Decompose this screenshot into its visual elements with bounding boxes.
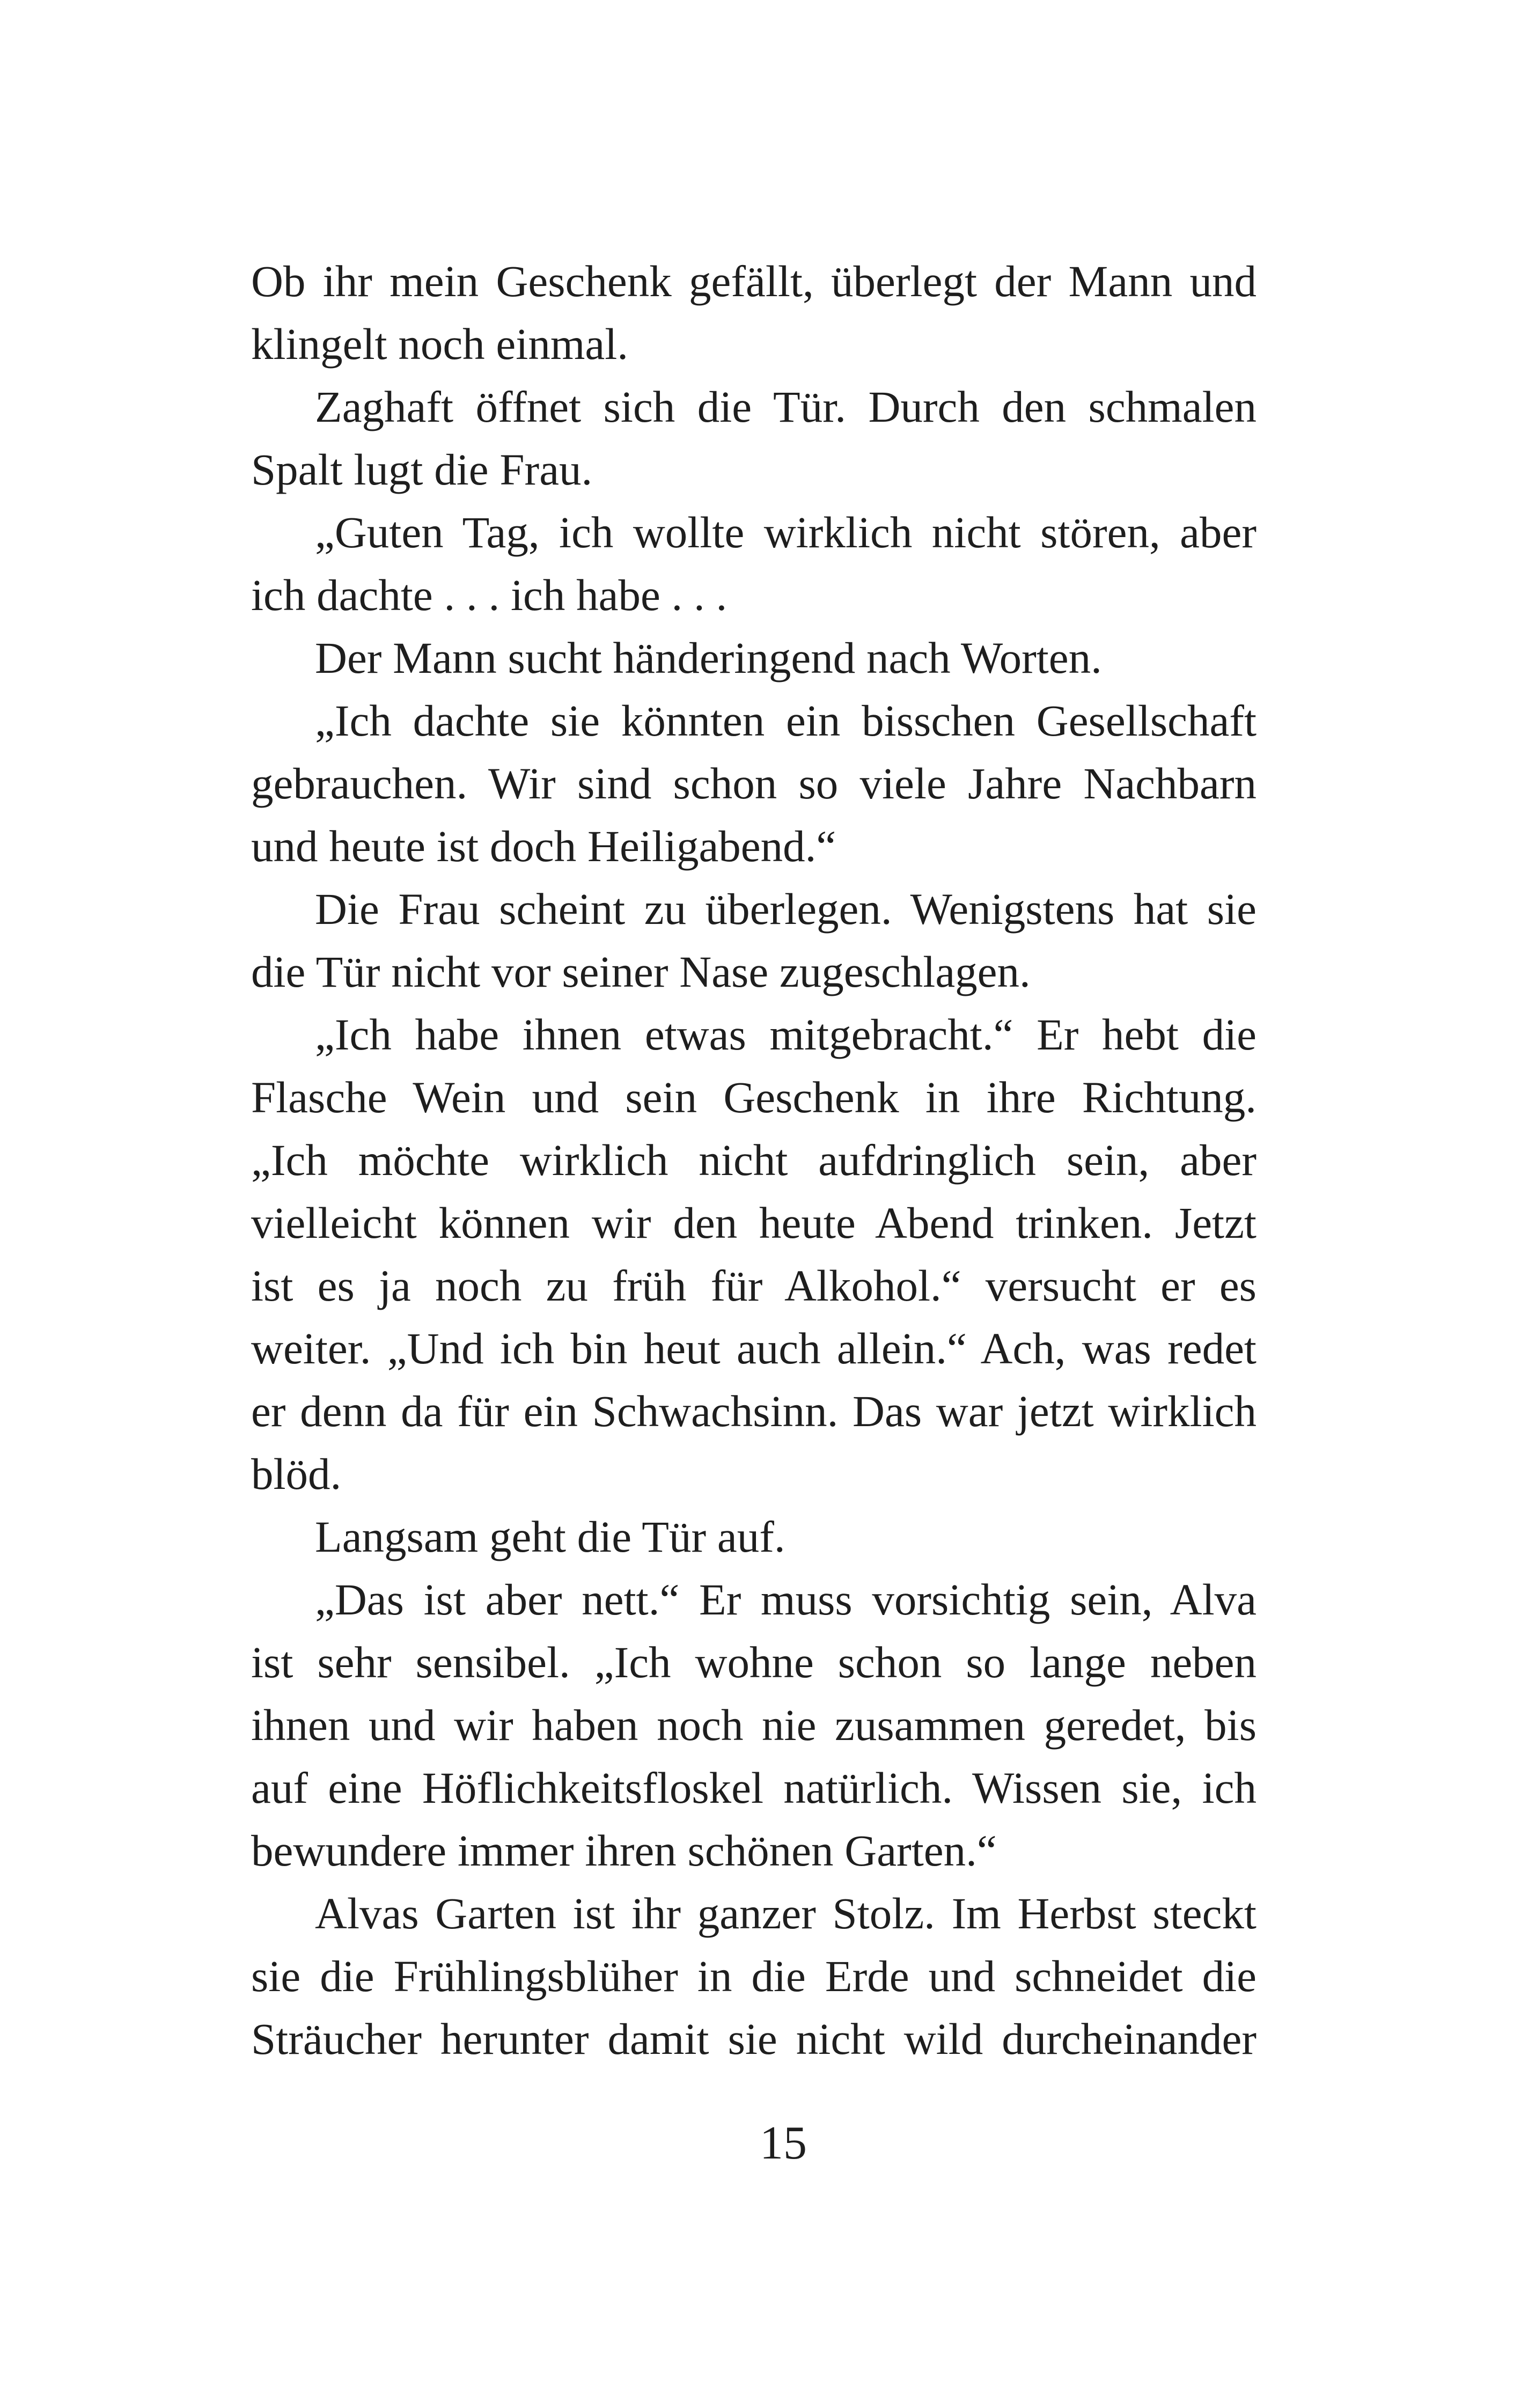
text-line: ist sehr sensibel. „Ich wohne schon so lange neben bbox=[251, 1638, 1257, 1687]
text-line: die Tür nicht vor seiner Nase zugeschlagen. bbox=[251, 947, 1031, 996]
text-line: gebrauchen. Wir sind schon so viele Jahre Nachbarn bbox=[251, 759, 1257, 808]
text-line: Der Mann sucht händeringend nach Worten. bbox=[315, 633, 1102, 682]
text-line: sie die Frühlingsblüher in die Erde und schneidet die bbox=[251, 1951, 1257, 2001]
text-line: er denn da für ein Schwachsinn. Das war jetzt wirklich bbox=[251, 1386, 1257, 1436]
text-line: „Ich dachte sie könnten ein bisschen Gesellschaft bbox=[315, 696, 1257, 745]
text-line: „Guten Tag, ich wollte wirklich nicht stören, aber bbox=[315, 508, 1257, 557]
text-column bbox=[251, 250, 1257, 2071]
paragraph bbox=[251, 501, 1257, 627]
text-line: Flasche Wein und sein Geschenk in ihre Richtung. bbox=[251, 1073, 1257, 1122]
paragraph bbox=[251, 878, 1257, 1003]
text-line: klingelt noch einmal. bbox=[251, 319, 629, 369]
paragraph bbox=[251, 627, 1257, 689]
paragraph bbox=[251, 250, 1257, 376]
text-line: auf eine Höflichkeitsfloskel natürlich. Wissen sie, ich bbox=[251, 1763, 1257, 1812]
text-line: Langsam geht die Tür auf. bbox=[315, 1512, 785, 1561]
text-line: Zaghaft öffnet sich die Tür. Durch den schmalen bbox=[315, 382, 1257, 431]
text-line: blöd. bbox=[251, 1449, 342, 1499]
text-line: Alvas Garten ist ihr ganzer Stolz. Im Herbst steckt bbox=[315, 1889, 1257, 1938]
text-line: Sträucher herunter damit sie nicht wild durcheinander bbox=[251, 2014, 1257, 2064]
text-line: bewundere immer ihren schönen Garten.“ bbox=[251, 1826, 997, 1875]
text-line: Die Frau scheint zu überlegen. Wenigstens hat sie bbox=[315, 884, 1257, 934]
paragraph bbox=[251, 1882, 1257, 2071]
text-line: ihnen und wir haben noch nie zusammen geredet, bis bbox=[251, 1700, 1257, 1750]
paragraph bbox=[251, 376, 1257, 501]
text-line: weiter. „Und ich bin heut auch allein.“ Ach, was redet bbox=[251, 1324, 1257, 1373]
text-line: „Das ist aber nett.“ Er muss vorsichtig sein, Alva bbox=[315, 1575, 1257, 1624]
paragraph bbox=[251, 1506, 1257, 1568]
text-line: ich dachte . . . ich habe . . . bbox=[251, 570, 728, 620]
paragraph bbox=[251, 1568, 1257, 1882]
text-line: ist es ja noch zu früh für Alkohol.“ versucht er es bbox=[251, 1261, 1257, 1310]
text-line: und heute ist doch Heiligabend.“ bbox=[251, 821, 836, 871]
text-line: Spalt lugt die Frau. bbox=[251, 445, 593, 494]
paragraph bbox=[251, 689, 1257, 878]
text-line: Ob ihr mein Geschenk gefällt, überlegt der Mann und bbox=[251, 256, 1257, 306]
text-line: vielleicht können wir den heute Abend trinken. Jetzt bbox=[251, 1198, 1257, 1247]
text-line: „Ich habe ihnen etwas mitgebracht.“ Er hebt die bbox=[315, 1010, 1257, 1059]
text-line: „Ich möchte wirklich nicht aufdringlich sein, aber bbox=[251, 1135, 1257, 1185]
paragraph bbox=[251, 1003, 1257, 1506]
page-number: 15 bbox=[760, 2117, 807, 2169]
